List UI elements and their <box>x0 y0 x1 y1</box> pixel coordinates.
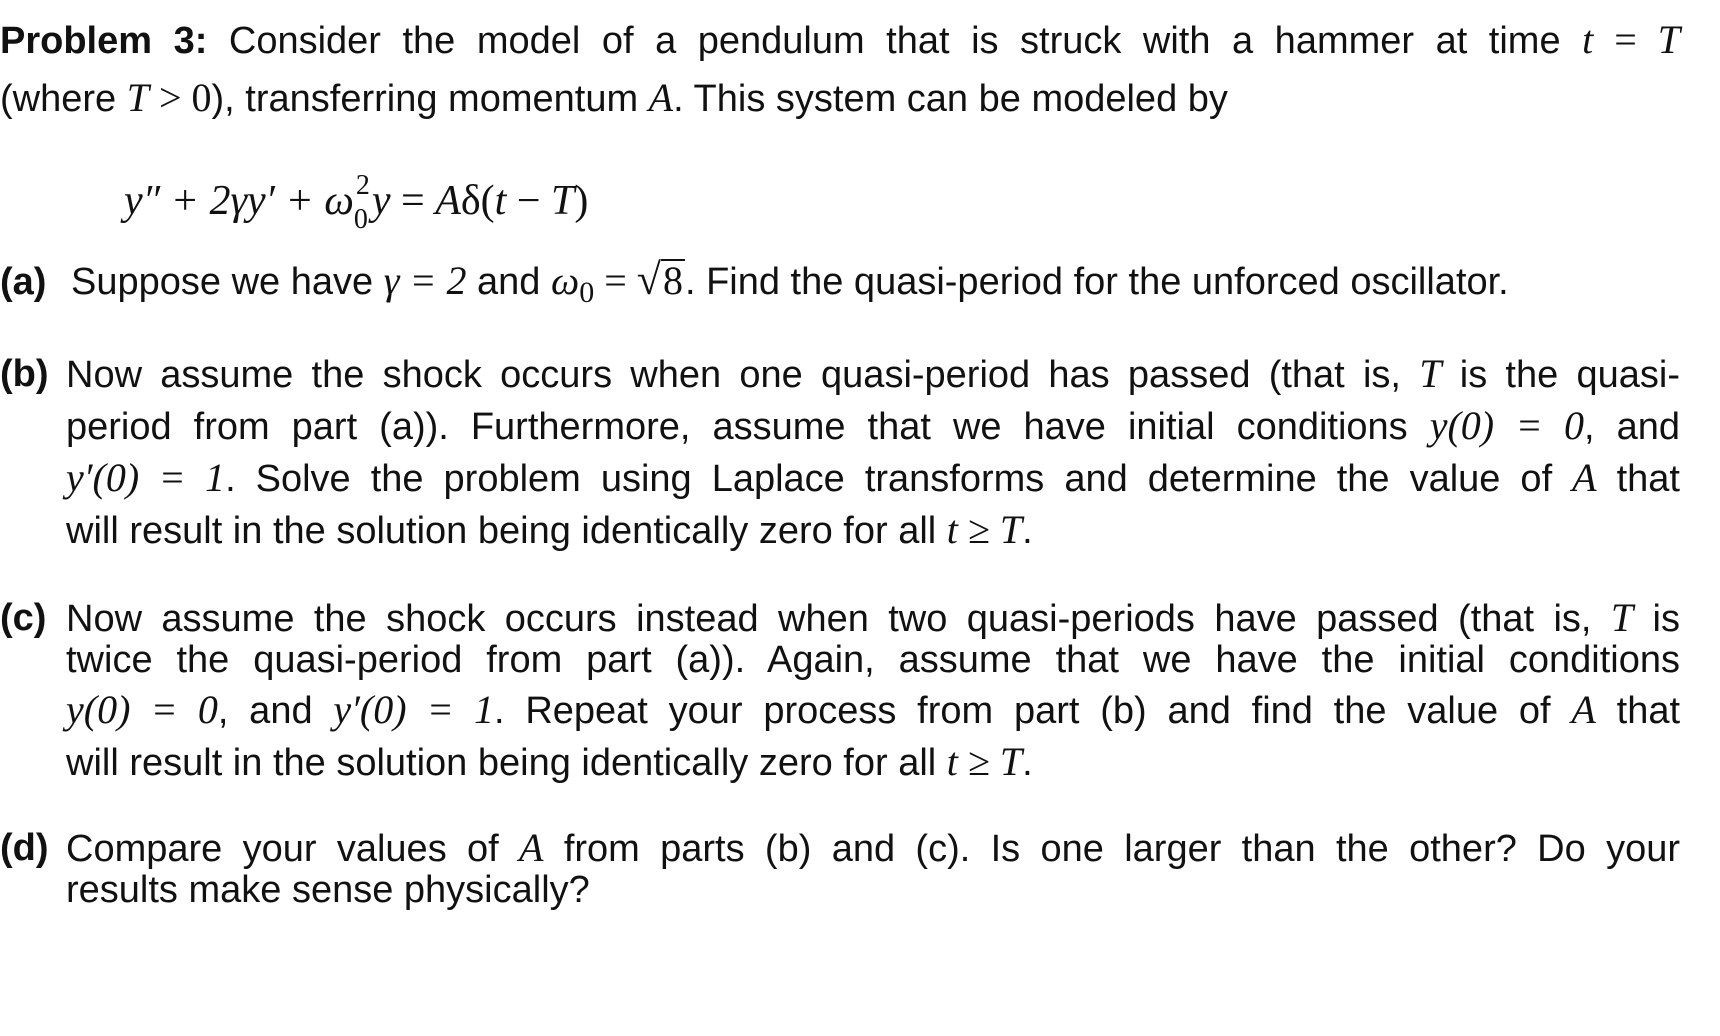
problem-label: Problem 3: <box>0 20 208 62</box>
problem-intro-line-1 <box>0 16 1680 65</box>
part-c-line-3: y(0) = 0, and y′(0) = 1. Repeat your process from part (b) and find the value of A that <box>66 687 1681 732</box>
problem-intro-time-condition: t = T <box>1582 17 1680 62</box>
governing-equation: y″ + 2γy′ + ω 2 0 y = Aδ(t − T) <box>124 170 589 235</box>
part-c-label: (c) <box>0 597 47 639</box>
problem-intro-line-2 <box>0 74 1228 123</box>
gamma-value: γ = 2 <box>383 258 467 303</box>
part-a-question: . Find the quasi-period for the unforced oscillator. <box>684 261 1509 303</box>
problem-intro-modeled-by: . This system can be modeled by <box>673 78 1228 120</box>
part-a-text: Suppose we have <box>71 261 374 303</box>
initial-condition-y0: y(0) = 0 <box>1429 403 1585 448</box>
part-b-line-4: will result in the solution being identically zero for all t ≥ T. <box>66 507 1033 552</box>
part-a-and: and <box>477 261 541 303</box>
part-c-line-2: twice the quasi-period from part (a)). Again, assume that we have the initial conditions <box>66 639 1680 681</box>
part-d-line-2: results make sense physically? <box>66 869 590 911</box>
part-b-line-1-text: Now assume the shock occurs when one quasi-period has passed (that is, T is the quasi- <box>66 351 1681 396</box>
problem-intro-where: (where <box>0 78 117 120</box>
omega-exponent: 2 0 <box>353 170 370 235</box>
part-d-line-1 <box>0 824 49 872</box>
equation-lhs: y″ + 2γy′ + ω <box>124 178 354 224</box>
problem-intro-transferring: ), transferring momentum <box>211 78 639 120</box>
part-c-line-4: will result in the solution being identically zero for all t ≥ T. <box>66 739 1033 784</box>
part-a-label: (a) <box>0 261 47 303</box>
part-b-line-1 <box>0 350 49 398</box>
problem-intro-T-positive: T > 0 <box>126 75 212 120</box>
part-c-line-1 <box>0 594 46 642</box>
part-d-label: (d) <box>0 827 49 869</box>
problem-intro-momentum-A: A <box>648 75 674 120</box>
part-d-line-1-text: Compare your values of A from parts (b) and (c). Is one larger than the other? Do your <box>66 825 1680 870</box>
problem-intro-text: Consider the model of a pendulum that is struck with a hammer at time <box>228 20 1561 62</box>
part-a <box>0 256 1509 317</box>
part-c-line-1-text: Now assume the shock occurs instead when two quasi-periods have passed (that is, T is <box>66 595 1680 640</box>
part-b-label: (b) <box>0 353 49 395</box>
initial-condition-yp0: y′(0) = 1 <box>66 455 226 500</box>
omega0-value: $\omega_0 = √8$ <box>550 255 683 309</box>
part-b-line-2: period from part (a)). Furthermore, assume that we have initial conditions y(0) = 0, and <box>66 403 1681 448</box>
part-b-line-3: y′(0) = 1. Solve the problem using Laplace transforms and determine the value of A that <box>66 455 1680 500</box>
